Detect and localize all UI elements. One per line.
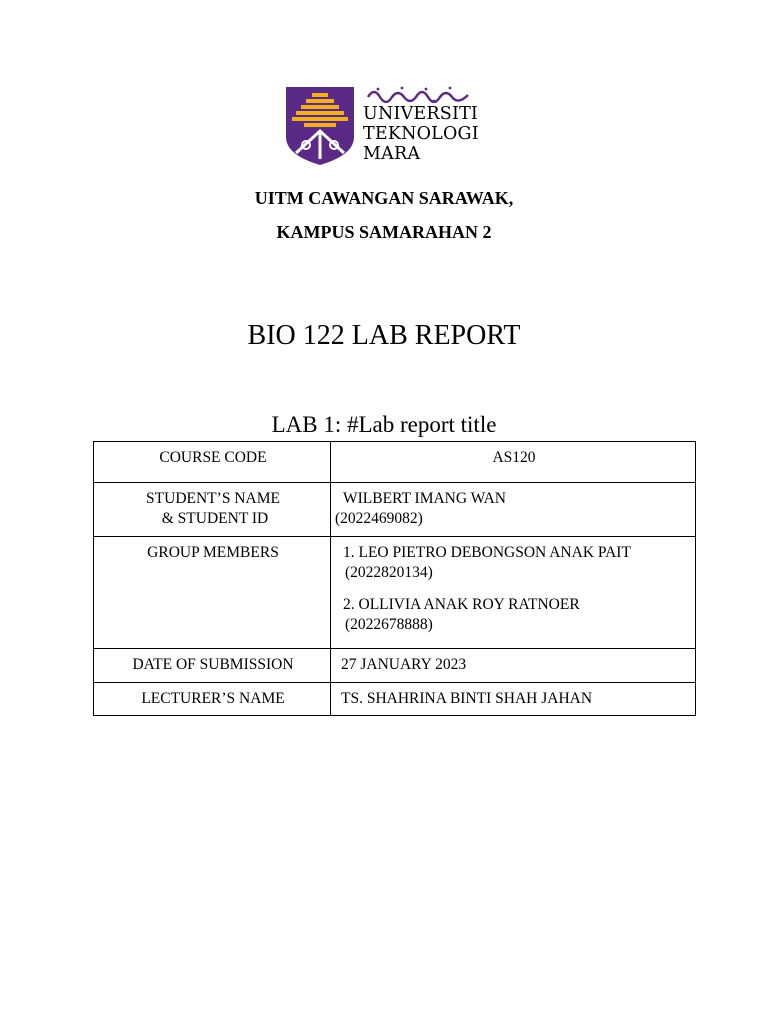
uitm-crest-icon xyxy=(286,87,354,165)
wordmark-line-3: MARA xyxy=(363,144,421,164)
campus-name: UITM CAWANGAN SARAWAK, xyxy=(254,188,514,208)
university-logo xyxy=(286,85,486,167)
group-members-label: GROUP MEMBERS xyxy=(94,537,331,649)
submission-value: 27 JANUARY 2023 xyxy=(331,649,696,683)
student-name-value: WILBERT IMANG WAN xyxy=(343,490,506,507)
table-row-group-members xyxy=(94,537,696,649)
lecturer-value: TS. SHAHRINA BINTI SHAH JAHAN xyxy=(331,683,696,716)
report-title: BIO 122 LAB REPORT xyxy=(247,320,521,351)
member-2-name: 2. OLLIVIA ANAK ROY RATNOER xyxy=(343,596,580,613)
member-1-name: 1. LEO PIETRO DEBONGSON ANAK PAIT xyxy=(343,544,631,561)
student-id-label: & STUDENT ID xyxy=(161,510,269,527)
wordmark-line-1: UNIVERSITI xyxy=(363,104,479,124)
submission-label: DATE OF SUBMISSION xyxy=(94,649,331,683)
student-label xyxy=(94,483,331,537)
university-wordmark xyxy=(363,104,479,164)
report-info-table xyxy=(93,441,696,716)
lab-title: LAB 1: #Lab report title xyxy=(271,412,497,437)
table-row-submission xyxy=(94,649,696,683)
student-name-label: STUDENT’S NAME xyxy=(146,490,280,507)
student-value xyxy=(331,483,696,537)
campus-location: KAMPUS SAMARAHAN 2 xyxy=(276,222,492,242)
course-code-label: COURSE CODE xyxy=(94,442,331,483)
table-row-course-code xyxy=(94,442,696,483)
wordmark-line-2: TEKNOLOGI xyxy=(363,124,479,144)
table-row-lecturer xyxy=(94,683,696,716)
member-2-id: (2022678888) xyxy=(345,616,433,633)
group-members-value xyxy=(331,537,696,649)
table-row-student xyxy=(94,483,696,537)
jawi-script-logotype xyxy=(364,85,472,103)
member-1-id: (2022820134) xyxy=(345,564,433,581)
course-code-value: AS120 xyxy=(331,442,696,483)
lecturer-label: LECTURER’S NAME xyxy=(94,683,331,716)
student-id-value: (2022469082) xyxy=(335,510,423,527)
